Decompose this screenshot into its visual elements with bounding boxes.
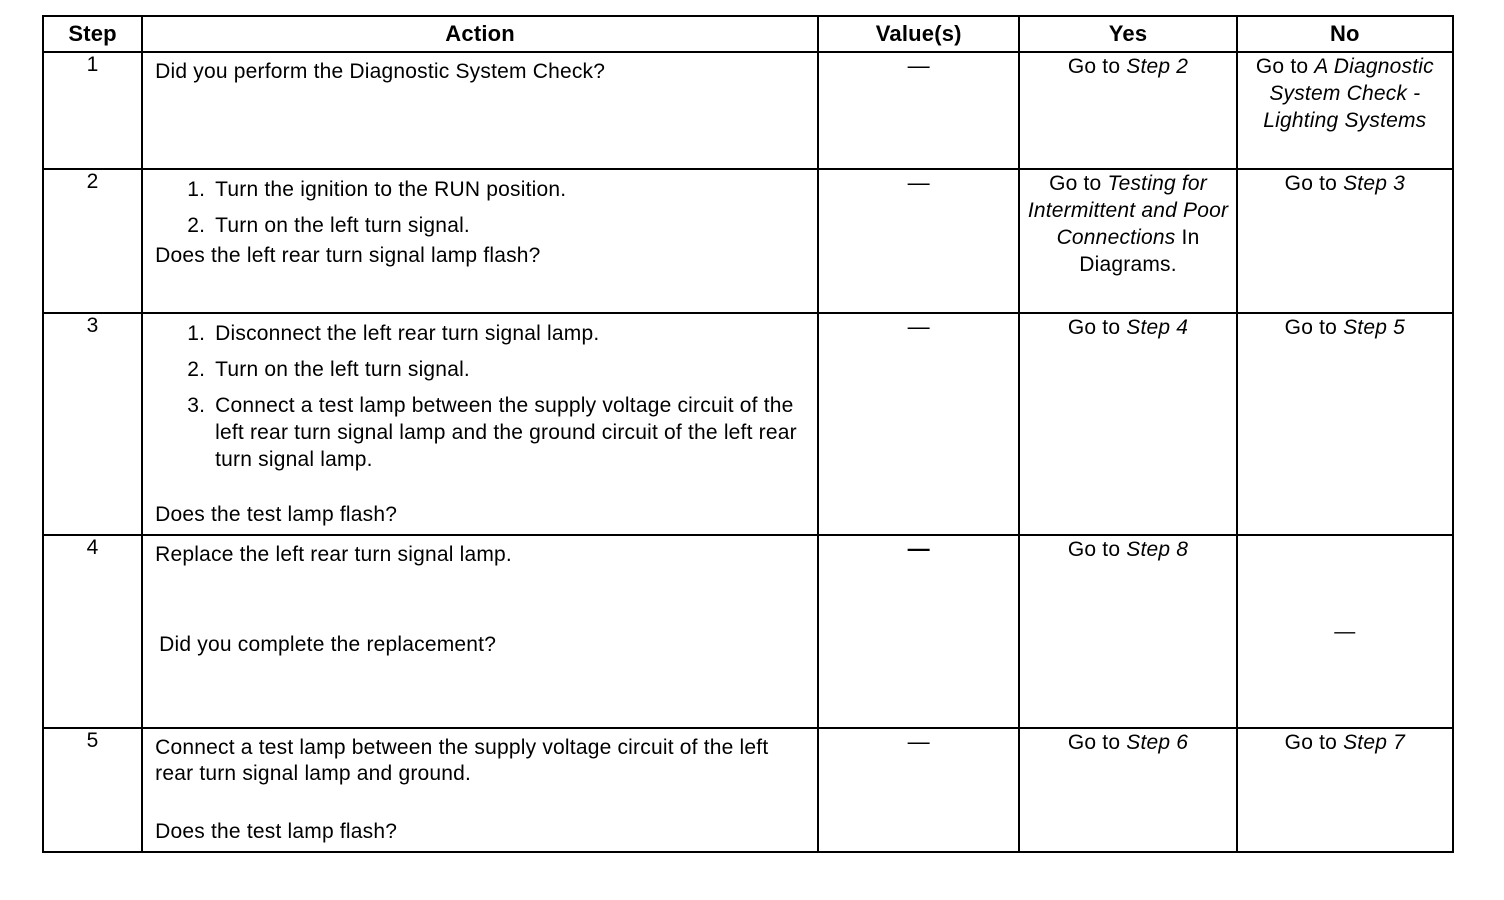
yes-cell: Go to Step 8 — [1019, 535, 1236, 728]
value-cell: — — [818, 728, 1019, 852]
no-link[interactable]: A Diagnostic System Check - Lighting Systems — [1263, 55, 1434, 132]
action-text: Replace the left rear turn signal lamp. — [155, 543, 512, 566]
no-link[interactable]: Step 3 — [1343, 172, 1405, 195]
no-cell: Go to Step 7 — [1237, 728, 1453, 852]
yes-link[interactable]: Testing for Intermittent and Poor Connections — [1027, 172, 1229, 249]
yes-link[interactable]: Step 6 — [1126, 731, 1189, 754]
step-number: 3 — [43, 313, 142, 535]
list-item: 2. Turn on the left turn signal. — [211, 356, 807, 383]
action-text: Connect a test lamp between the supply voltage circuit of the left rear turn signal lamp and ground. — [155, 736, 769, 785]
no-link[interactable]: Step 5 — [1343, 316, 1405, 339]
no-cell: — — [1237, 535, 1453, 728]
action-question: Does the test lamp flash? — [155, 820, 398, 843]
header-action: Action — [142, 16, 818, 52]
value-cell: — — [818, 535, 1019, 728]
diagnostic-table — [42, 15, 1454, 853]
action-cell — [142, 169, 818, 313]
action-question: Does the test lamp flash? — [155, 503, 398, 526]
yes-cell: Go to Step 4 — [1019, 313, 1236, 535]
action-question: Does the left rear turn signal lamp flash? — [155, 244, 541, 267]
table-row — [43, 535, 1453, 728]
value-cell: — — [818, 169, 1019, 313]
list-item: 2. Turn on the left turn signal. — [211, 212, 807, 239]
no-cell: Go to Step 5 — [1237, 313, 1453, 535]
step-number: 5 — [43, 728, 142, 852]
action-cell — [142, 535, 818, 728]
table-row — [43, 728, 1453, 852]
yes-cell: Go to Step 6 — [1019, 728, 1236, 852]
action-text: Did you perform the Diagnostic System Check? — [155, 60, 606, 83]
yes-link[interactable]: Step 2 — [1126, 55, 1189, 78]
table-row — [43, 313, 1453, 535]
action-list — [155, 176, 807, 239]
header-step: Step — [43, 16, 142, 52]
list-item: 3. Connect a test lamp between the supply voltage circuit of the left rear turn signal lamp and the ground circuit of the left rear turn signal lamp. — [211, 392, 807, 473]
action-question: Did you complete the replacement? — [159, 633, 497, 656]
value-cell: — — [818, 313, 1019, 535]
table-row — [43, 169, 1453, 313]
header-row — [43, 16, 1453, 52]
action-list — [155, 320, 807, 473]
table-row — [43, 52, 1453, 169]
yes-link[interactable]: Step 8 — [1126, 538, 1189, 561]
no-link[interactable]: Step 7 — [1343, 731, 1405, 754]
action-cell — [142, 313, 818, 535]
header-values: Value(s) — [818, 16, 1019, 52]
step-number: 4 — [43, 535, 142, 728]
value-cell: — — [818, 52, 1019, 169]
yes-cell: Go to Testing for Intermittent and Poor Connections In Diagrams. — [1019, 169, 1236, 313]
header-no: No — [1237, 16, 1453, 52]
step-number: 2 — [43, 169, 142, 313]
header-yes: Yes — [1019, 16, 1236, 52]
yes-cell: Go to Step 2 — [1019, 52, 1236, 169]
action-cell — [142, 728, 818, 852]
list-item: 1. Turn the ignition to the RUN position. — [211, 176, 807, 203]
action-cell — [142, 52, 818, 169]
yes-link[interactable]: Step 4 — [1126, 316, 1189, 339]
list-item: 1. Disconnect the left rear turn signal lamp. — [211, 320, 807, 347]
no-cell: Go to A Diagnostic System Check - Lighting Systems — [1237, 52, 1453, 169]
no-cell: Go to Step 3 — [1237, 169, 1453, 313]
step-number: 1 — [43, 52, 142, 169]
